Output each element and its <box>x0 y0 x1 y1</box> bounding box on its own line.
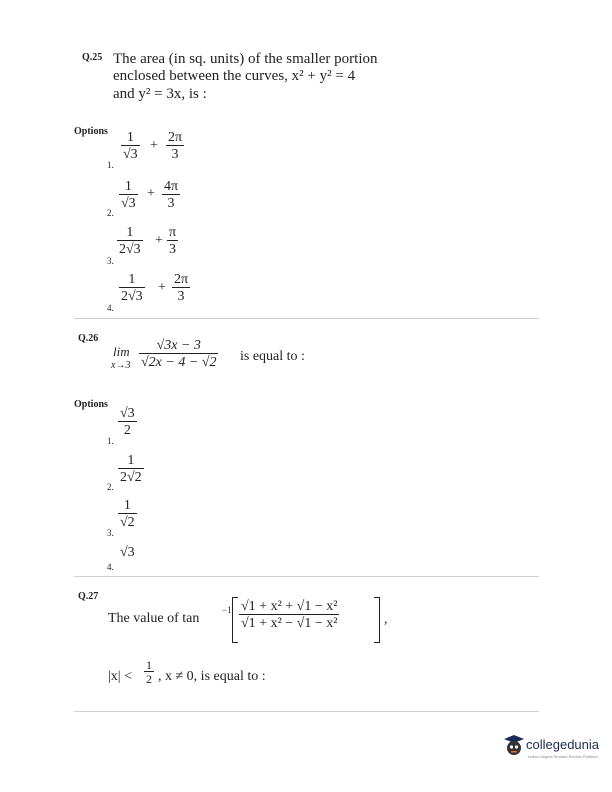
limit-subscript: x→3 <box>111 360 131 371</box>
option-number: 3. <box>107 528 114 538</box>
option-number: 3. <box>107 256 114 266</box>
logo-mascot-icon <box>502 733 526 757</box>
question-number: Q.25 <box>82 52 103 63</box>
arctan-fraction: $\frac{\text{√1 + x² + √1 − x²}}{\text{√1 + x² − √1 − x²}}$ <box>241 599 338 631</box>
options-label: Options <box>74 399 108 410</box>
condition-fraction: $\frac{1}{2}$ <box>146 658 152 686</box>
logo-tagline: India's largest Student Review Platform <box>528 754 598 759</box>
option-number: 1. <box>107 160 114 170</box>
question-number: Q.27 <box>78 591 99 602</box>
question-number: Q.26 <box>78 333 99 344</box>
option-number: 4. <box>107 562 114 572</box>
option-fraction: $\frac{1}{2√3}$ <box>121 272 143 304</box>
condition-text: |x| < <box>108 669 133 684</box>
plus-sign: + <box>155 233 163 248</box>
logo-name: collegedunia <box>526 737 600 752</box>
option-fraction: $\frac{2\pi}{3}$ <box>168 130 183 162</box>
question-text-line: enclosed between the curves, x² + y² = 4 <box>113 68 356 84</box>
comma: , <box>384 612 388 627</box>
divider <box>74 711 539 712</box>
plus-sign: + <box>150 138 158 153</box>
option-number: 4. <box>107 303 114 313</box>
divider <box>74 576 539 577</box>
options-label: Options <box>74 126 108 137</box>
question-text-line: and y² = 3x, is : <box>113 86 207 102</box>
left-bracket <box>232 597 238 643</box>
option-fraction: $\frac{2\pi}{3}$ <box>174 272 189 304</box>
divider <box>74 318 539 319</box>
option-number: 1. <box>107 436 114 446</box>
question-text-tail: is equal to : <box>240 349 305 364</box>
option-fraction: $\frac{1}{2√3}$ <box>119 225 141 257</box>
option-number: 2. <box>107 482 114 492</box>
limit-text: lim <box>113 344 130 359</box>
question-text: The value of tan <box>108 611 200 626</box>
option-fraction: $\frac{4\pi}{3}$ <box>164 179 179 211</box>
option-fraction: $\frac{1}{√2}$ <box>120 498 135 530</box>
option-fraction: $\frac{1}{√3}$ <box>121 179 136 211</box>
option-number: 2. <box>107 208 114 218</box>
option-fraction: $\frac{√3}{2}$ <box>120 406 135 438</box>
option-fraction: $\frac{\pi}{3}$ <box>169 225 177 257</box>
condition-text: , x ≠ 0, is equal to : <box>158 669 266 684</box>
plus-sign: + <box>147 186 155 201</box>
option-fraction: $\frac{1}{√3}$ <box>123 130 138 162</box>
question-text-line: The area (in sq. units) of the smaller portion <box>113 51 378 67</box>
option-value: √3 <box>120 545 135 560</box>
option-fraction: $\frac{1}{2√2}$ <box>120 453 142 485</box>
superscript: −1 <box>222 605 232 615</box>
plus-sign: + <box>158 280 166 295</box>
right-bracket <box>374 597 380 643</box>
limit-fraction: $\frac{√3x - 3}{√2x - 4 - √2}$ <box>141 338 217 370</box>
